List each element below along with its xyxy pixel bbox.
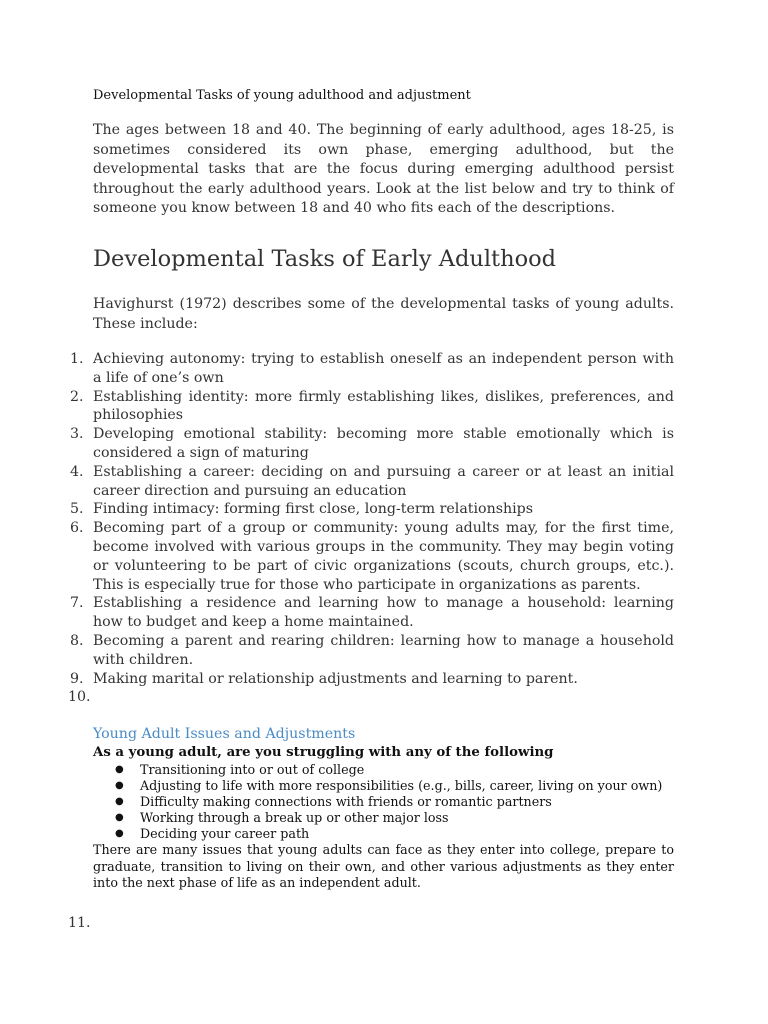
task-number: 9.: [70, 670, 84, 687]
task-text: Becoming a parent and rearing children: learning how to manage a household with children.: [93, 632, 674, 668]
document-title: Developmental Tasks of young adulthood and adjustment: [93, 88, 471, 103]
closing-paragraph: There are many issues that young adults can face as they enter into college, prepare to graduate, transition to living on their own, and other various adjustments as they enter into the next phase of life as an independent adult.: [93, 842, 674, 890]
task-item: [0, 388, 674, 426]
struggle-question: As a young adult, are you struggling with any of the following: [93, 745, 554, 760]
task-text: Establishing a residence and learning how to manage a household: learning how to budget and keep a home maintained.: [93, 595, 674, 631]
bullet-item: [93, 810, 662, 826]
bullet-icon: ●: [115, 812, 124, 823]
bullet-text: Difficulty making connections with friends or romantic partners: [140, 794, 552, 809]
havighurst-paragraph: Havighurst (1972) describes some of the developmental tasks of young adults. These include:: [93, 296, 674, 332]
task-item: [0, 350, 674, 388]
task-text: [93, 689, 98, 705]
task-item: [0, 688, 674, 707]
bullet-text: Working through a break up or other major loss: [140, 810, 449, 825]
intro-paragraph: The ages between 18 and 40. The beginning of early adulthood, ages 18-25, is sometimes considered its own phase, emerging adulthood, but the developmental tasks that are the focus during emerging adulthood persist throughout the early adulthood years. Look at the list below and try to think of someone you know between 18 and 40 who fits each of the descriptions.: [93, 122, 674, 216]
bullet-icon: ●: [115, 828, 124, 839]
task-number: 7.: [70, 595, 84, 612]
task-text: Establishing identity: more firmly establishing likes, dislikes, preferences, and philosophies: [93, 388, 674, 424]
section-heading: Developmental Tasks of Early Adulthood: [93, 246, 557, 272]
issue-bullet-list: [93, 762, 662, 842]
bullet-icon: ●: [115, 764, 124, 775]
task-item: [0, 632, 674, 670]
bullet-icon: ●: [115, 796, 124, 807]
task-text: Establishing a career: deciding on and pursuing a career or at least an initial career direction and pursuing an education: [93, 463, 674, 499]
task-text: Finding intimacy: forming first close, long-term relationships: [93, 501, 534, 518]
task-number: 8.: [70, 632, 84, 649]
bullet-text: Deciding your career path: [140, 826, 310, 841]
task-text: Achieving autonomy: trying to establish oneself as an independent person with a life of one’s own: [93, 351, 674, 386]
task-item: [0, 594, 674, 632]
trailing-list-number: 11.: [68, 915, 91, 931]
task-item: [0, 463, 674, 501]
task-item: [0, 500, 674, 519]
task-item: [0, 670, 674, 689]
developmental-task-list: [0, 350, 768, 707]
bullet-item: [93, 826, 662, 842]
task-text: Developing emotional stability: becoming more stable emotionally which is considered a sign of maturing: [93, 426, 674, 461]
bullet-icon: ●: [115, 780, 124, 791]
task-number: 1.: [70, 351, 84, 367]
task-text: Becoming part of a group or community: young adults may, for the first time, become involved with various groups in the community. They may begin voting or volunteering to be part of civic organizations (scouts, church groups, etc.). This is especially true for those who participate in organizations as parents.: [93, 520, 674, 593]
bullet-item: [93, 762, 662, 778]
bullet-text: Adjusting to life with more responsibilities (e.g., bills, career, living on your own): [140, 778, 663, 793]
task-item: [0, 519, 674, 594]
task-number: 2.: [70, 388, 84, 405]
task-text: Making marital or relationship adjustments and learning to parent.: [93, 670, 578, 687]
task-number: 3.: [70, 426, 84, 443]
bullet-item: [93, 794, 662, 810]
task-number: 4.: [70, 463, 84, 480]
bullet-text: Transitioning into or out of college: [140, 762, 365, 777]
task-number: 10.: [68, 689, 91, 706]
task-number: 6.: [70, 520, 84, 537]
bullet-item: [93, 778, 662, 794]
task-item: [0, 425, 674, 463]
issues-subheading: Young Adult Issues and Adjustments: [93, 726, 356, 742]
task-number: 5.: [70, 501, 84, 518]
